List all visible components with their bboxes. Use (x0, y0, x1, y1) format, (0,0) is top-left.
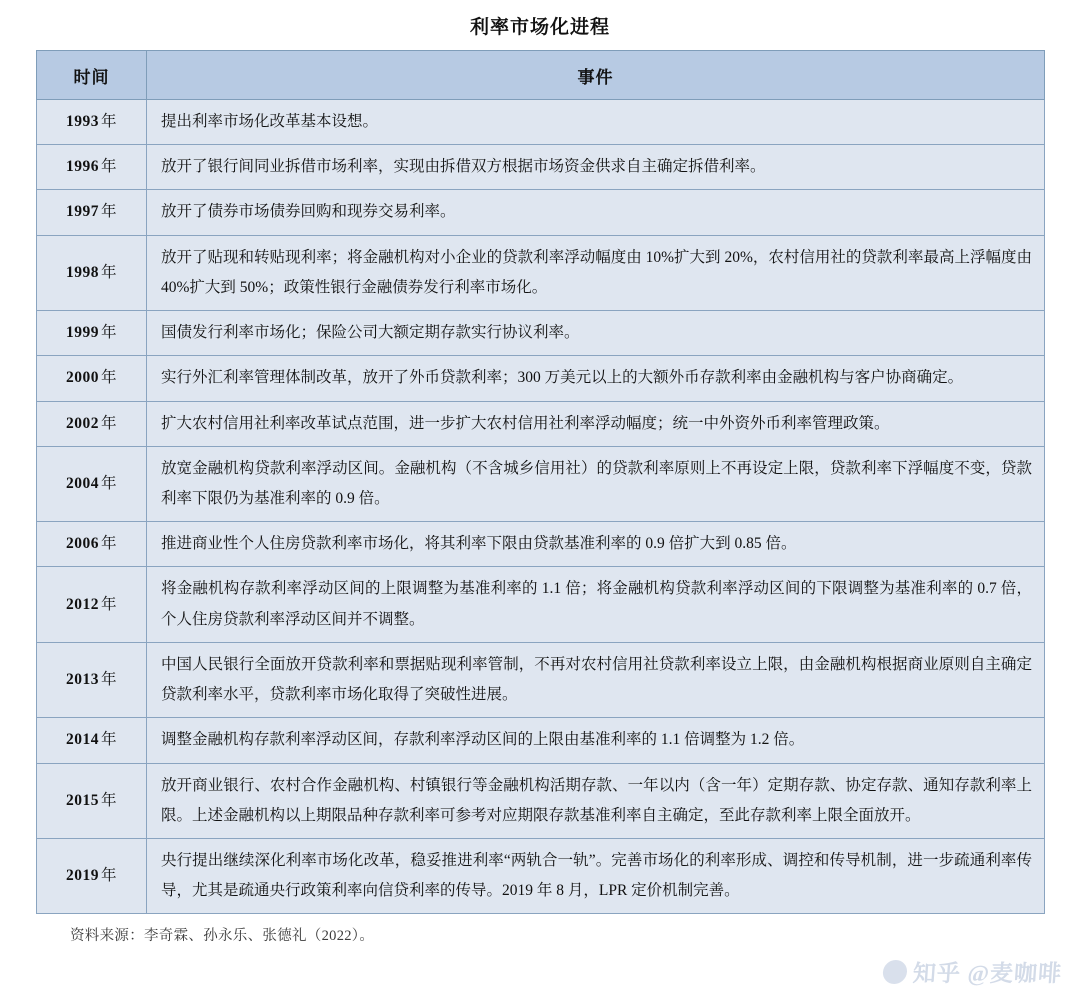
table-row (37, 446, 1045, 521)
year-value: 2004 (65, 474, 99, 492)
cell-event: 中国人民银行全面放开贷款利率和票据贴现利率管制，不再对农村信用社贷款利率设立上限，由金融机构根据商业原则自主确定贷款利率水平，贷款利率市场化取得了突破性进展。 (147, 642, 1045, 717)
table-header-row (37, 51, 1045, 100)
cell-time (37, 642, 147, 717)
cell-time (37, 311, 147, 356)
cell-time (37, 446, 147, 521)
cell-time (37, 356, 147, 401)
table-row (37, 311, 1045, 356)
year-value: 1999 (65, 324, 99, 342)
source-note: 资料来源：李奇霖、孙永乐、张德礼（2022）。 (70, 928, 375, 945)
cell-event: 放开了银行间同业拆借市场利率，实现由拆借双方根据市场资金供求自主确定拆借利率。 (147, 145, 1045, 190)
table-header (37, 51, 1045, 100)
year-value: 1993 (65, 113, 99, 130)
cell-event: 放开商业银行、农村合作金融机构、村镇银行等金融机构活期存款、一年以内（含一年）定期存款、协定存款、通知存款利率上限。上述金融机构以上期限品种存款利率可参考对应期限存款基准利率自主确定，至此存款利率上限全面放开。 (147, 763, 1045, 838)
column-header-event: 事件 (147, 51, 1045, 100)
cell-time (37, 235, 147, 310)
year-suffix: 年 (100, 670, 117, 688)
year-suffix: 年 (100, 595, 117, 613)
cell-event: 放开了债券市场债券回购和现券交易利率。 (147, 190, 1045, 235)
table-row (37, 567, 1045, 642)
zhihu-logo-icon (882, 960, 908, 984)
year-suffix: 年 (100, 731, 117, 749)
cell-event: 放宽金融机构贷款利率浮动区间。金融机构（不含城乡信用社）的贷款利率原则上不再设定上限，贷款利率下浮幅度不变，贷款利率下限仍为基准利率的 0.9 倍。 (147, 446, 1045, 521)
watermark-text: 知乎 @麦咖啡 (911, 961, 1063, 986)
table-row (37, 145, 1045, 190)
cell-event: 国债发行利率市场化；保险公司大额定期存款实行协议利率。 (147, 311, 1045, 356)
table-row (37, 763, 1045, 838)
table-row (37, 356, 1045, 401)
year-value: 1997 (65, 203, 99, 221)
watermark (882, 955, 1063, 988)
interest-rate-liberalization-table (36, 50, 1045, 914)
year-suffix: 年 (100, 535, 117, 553)
year-value: 2000 (65, 369, 99, 387)
cell-event: 扩大农村信用社利率改革试点范围，进一步扩大农村信用社利率浮动幅度；统一中外资外币利率管理政策。 (147, 401, 1045, 446)
cell-event: 实行外汇利率管理体制改革，放开了外币贷款利率；300 万美元以上的大额外币存款利率由金融机构与客户协商确定。 (147, 356, 1045, 401)
year-value: 2019 (65, 867, 99, 885)
cell-event: 调整金融机构存款利率浮动区间，存款利率浮动区间的上限由基准利率的 1.1 倍调整为 1.2 倍。 (147, 718, 1045, 763)
table-row (37, 718, 1045, 763)
table-row (37, 100, 1045, 145)
year-value: 2012 (65, 595, 99, 613)
cell-time (37, 145, 147, 190)
cell-time (37, 190, 147, 235)
year-suffix: 年 (100, 369, 117, 387)
table-row (37, 190, 1045, 235)
cell-time (37, 567, 147, 642)
column-header-time: 时间 (37, 51, 147, 100)
cell-time (37, 401, 147, 446)
year-value: 2013 (65, 670, 99, 688)
year-suffix: 年 (100, 113, 117, 130)
table-row (37, 642, 1045, 717)
table-row (37, 838, 1045, 913)
year-suffix: 年 (100, 324, 117, 342)
year-suffix: 年 (100, 867, 117, 885)
year-value: 2014 (65, 731, 99, 749)
year-suffix: 年 (100, 263, 117, 281)
table-row (37, 522, 1045, 567)
year-value: 1996 (65, 158, 99, 176)
cell-time (37, 763, 147, 838)
page-title: 利率市场化进程 (469, 17, 610, 38)
table-row (37, 401, 1045, 446)
year-suffix: 年 (100, 203, 117, 221)
cell-event: 央行提出继续深化利率市场化改革，稳妥推进利率“两轨合一轨”。完善市场化的利率形成、调控和传导机制，进一步疏通利率传导，尤其是疏通央行政策利率向信贷利率的传导。2019 年 8 月，LPR 定价机制完善。 (147, 838, 1045, 913)
table-container (36, 50, 1044, 914)
year-value: 2006 (65, 535, 99, 553)
year-value: 2002 (65, 414, 99, 432)
cell-time (37, 100, 147, 145)
year-suffix: 年 (100, 158, 117, 176)
cell-time (37, 522, 147, 567)
cell-event: 推进商业性个人住房贷款利率市场化，将其利率下限由贷款基准利率的 0.9 倍扩大到 0.85 倍。 (147, 522, 1045, 567)
cell-event: 放开了贴现和转贴现利率；将金融机构对小企业的贷款利率浮动幅度由 10%扩大到 20%，农村信用社的贷款利率最高上浮幅度由 40%扩大到 50%；政策性银行金融债券发行利率市场化。 (147, 235, 1045, 310)
cell-event: 将金融机构存款利率浮动区间的上限调整为基准利率的 1.1 倍；将金融机构贷款利率浮动区间的下限调整为基准利率的 0.7 倍，个人住房贷款利率浮动区间并不调整。 (147, 567, 1045, 642)
year-suffix: 年 (100, 414, 117, 432)
year-value: 1998 (65, 263, 99, 281)
cell-event: 提出利率市场化改革基本设想。 (147, 100, 1045, 145)
cell-time (37, 838, 147, 913)
cell-time (37, 718, 147, 763)
year-suffix: 年 (100, 791, 117, 809)
table-row (37, 235, 1045, 310)
year-suffix: 年 (100, 474, 117, 492)
year-value: 2015 (65, 791, 99, 809)
table-body (37, 100, 1045, 914)
